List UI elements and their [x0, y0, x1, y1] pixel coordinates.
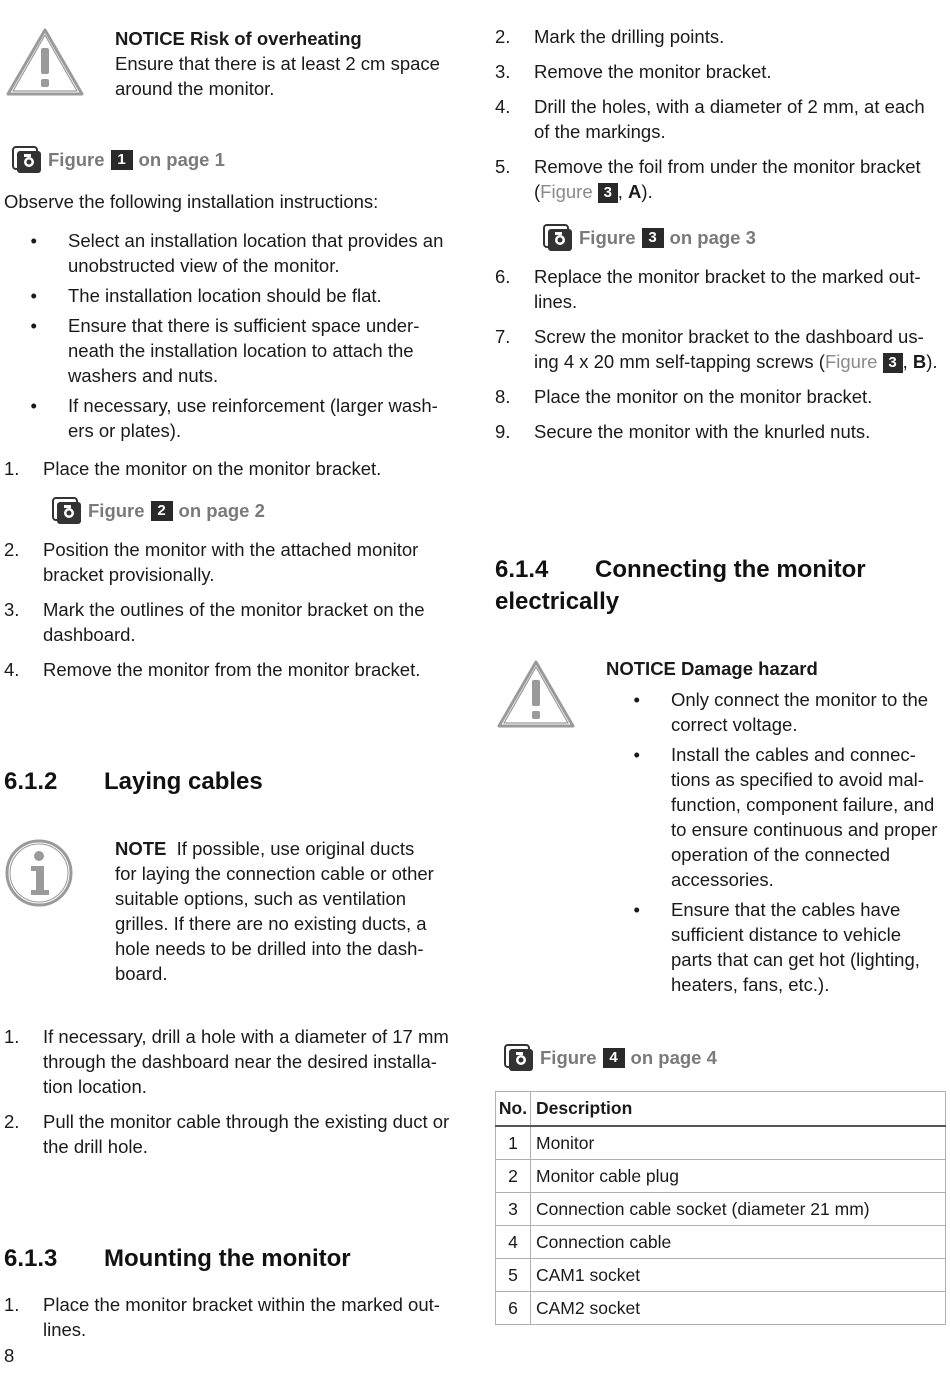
warning-icon — [4, 26, 86, 103]
notice-title: NOTICE Damage hazard — [606, 658, 818, 679]
step-list — [4, 1024, 456, 1159]
figure-page: on page 2 — [178, 500, 265, 521]
figure-label: Figure — [48, 149, 105, 170]
figure-number: 3 — [642, 228, 664, 248]
figure-reference[interactable] — [12, 146, 225, 174]
figure-reference[interactable] — [543, 224, 756, 252]
figure-label: Figure — [540, 1047, 597, 1068]
camera-icon — [543, 224, 573, 252]
step-item: 2. Position the monitor with the attached monitor bracket provisionally. — [4, 539, 419, 585]
warning-icon — [495, 658, 577, 735]
list-item: • The installation location should be flat. — [30, 285, 382, 306]
table-row: 3 Connection cable socket (diameter 21 mm) — [496, 1193, 946, 1226]
list-item: • Ensure that the cables have sufficient distance to vehicle parts that can get hot (lighting, heaters, fans, etc.). — [633, 899, 920, 995]
table-row: 5 CAM1 socket — [496, 1259, 946, 1292]
instruction-bullets — [4, 228, 456, 443]
step-item: 5. Remove the foil from under the monitor bracket (Figure 3 , A). — [495, 156, 921, 202]
figure-link[interactable]: Figure — [824, 351, 878, 372]
list-item: • Select an installation location that provides an unobstructed view of the monitor. — [30, 230, 444, 276]
column-header-description: Description — [531, 1092, 946, 1127]
figure-page: on page 4 — [630, 1047, 717, 1068]
figure-number: 2 — [151, 501, 173, 521]
step-item: 6. Replace the monitor bracket to the marked outlines. — [495, 266, 921, 312]
figure-number: 3 — [883, 353, 903, 373]
step-list — [495, 24, 940, 204]
camera-icon — [12, 146, 42, 174]
figure-label: Figure — [88, 500, 145, 521]
figure-page: on page 3 — [669, 227, 756, 248]
section-heading: 6.1.4 Connecting the monitor electrically — [495, 556, 866, 615]
step-item: 1. Place the monitor bracket within the marked outlines. — [4, 1294, 440, 1340]
table-row: 2 Monitor cable plug — [496, 1160, 946, 1193]
figure-label: Figure — [579, 227, 636, 248]
step-item: 3. Mark the outlines of the monitor bracket on the dashboard. — [4, 599, 425, 645]
step-list — [495, 264, 940, 444]
step-item: 1. If necessary, drill a hole with a diameter of 17 mm through the dashboard near the desired installation location. — [4, 1026, 449, 1097]
figure-number: 3 — [598, 183, 618, 203]
intro-text: Observe the following installation instructions: — [4, 191, 379, 212]
section-heading: 6.1.2 Laying cables — [4, 768, 263, 795]
column-header-no: No. — [496, 1092, 531, 1127]
figure-reference[interactable] — [52, 497, 265, 525]
figure-number: 4 — [603, 1048, 625, 1068]
notice-title: NOTICE Risk of overheating — [115, 28, 362, 49]
step-item: 9. Secure the monitor with the knurled nuts. — [495, 421, 871, 442]
step-list — [4, 537, 456, 682]
list-item: • If necessary, use reinforcement (larger washers or plates). — [30, 395, 438, 441]
step-item: 4. Drill the holes, with a diameter of 2 mm, at each of the markings. — [495, 96, 925, 142]
note-box — [115, 836, 440, 986]
note-label: NOTE — [115, 838, 167, 859]
list-item: • Ensure that there is sufficient space underneath the installation location to attach the washers and nuts. — [30, 315, 420, 386]
step-item: 4. Remove the monitor from the monitor bracket. — [4, 659, 421, 680]
notice-overheating — [115, 26, 455, 101]
table-header-row — [496, 1092, 946, 1127]
info-icon — [4, 838, 74, 913]
camera-icon — [504, 1044, 534, 1072]
figure-page: on page 1 — [138, 149, 225, 170]
list-item: • Only connect the monitor to the correct voltage. — [633, 689, 929, 735]
figure-link[interactable]: Figure — [540, 181, 593, 202]
description-table — [495, 1091, 946, 1325]
page-number: 8 — [4, 1345, 15, 1366]
list-item: • Install the cables and connections as specified to avoid malfunction, component failure, and to ensure continuous and proper operation of the connected accessories. — [633, 744, 938, 890]
figure-number: 1 — [111, 150, 133, 170]
section-heading: 6.1.3 Mounting the monitor — [4, 1245, 351, 1272]
notice-bullets — [606, 687, 946, 997]
figure-reference[interactable] — [504, 1044, 717, 1072]
step-item: 2. Pull the monitor cable through the existing duct or the drill hole. — [4, 1111, 450, 1157]
note-text: If possible, use original ducts for laying the connection cable or other suitable options, such as ventilation grilles. If there are no existing ducts, a hole needs to be drilled into the dashboard. — [115, 838, 434, 984]
table-row: 6 CAM2 socket — [496, 1292, 946, 1325]
camera-icon — [52, 497, 82, 525]
notice-text: Ensure that there is at least 2 cm space around the monitor. — [115, 53, 440, 99]
step-item: 1. Place the monitor on the monitor bracket. — [4, 458, 382, 479]
step-item: 7. Screw the monitor bracket to the dashboard using 4 x 20 mm self-tapping screws (Figure 3 , B). — [495, 326, 938, 372]
table-row: 4 Connection cable — [496, 1226, 946, 1259]
step-item: 3. Remove the monitor bracket. — [495, 61, 772, 82]
table-row: 1 Monitor — [496, 1126, 946, 1160]
step-item: 8. Place the monitor on the monitor bracket. — [495, 386, 873, 407]
step-item: 2. Mark the drilling points. — [495, 26, 725, 47]
